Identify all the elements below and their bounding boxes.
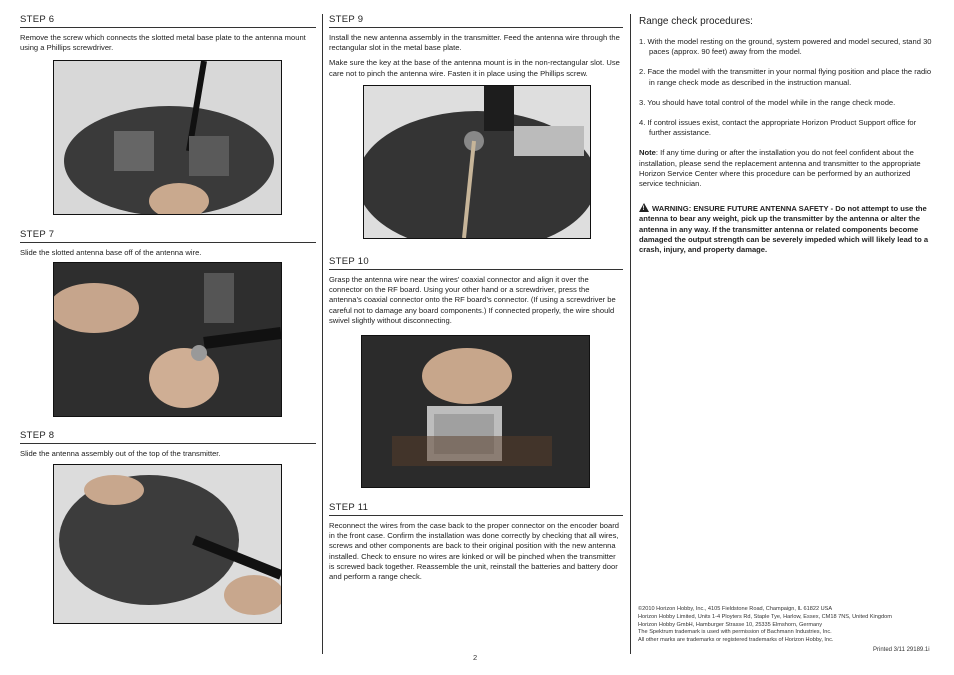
printed-code: Printed 3/11 29189.1i [873, 647, 930, 653]
footer-line: The Spektrum trademark is used with permission of Bachmann Industries, Inc. [638, 629, 832, 636]
range-check-title: Range check procedures: [639, 16, 753, 27]
column-divider-2 [630, 14, 631, 654]
footer-line: Horizon Hobby Limited, Units 1-4 Ployters Rd, Staple Tye, Harlow, Essex, CM18 7NS, United Kingdom [638, 613, 892, 620]
step-8 [20, 430, 316, 459]
step-6-photo [53, 60, 282, 215]
step-8-heading: STEP 8 [20, 430, 316, 444]
column-1 [20, 14, 316, 654]
step-8-text: Slide the antenna assembly out of the top of the transmitter. [20, 449, 221, 458]
step-10-heading: STEP 10 [329, 256, 623, 270]
range-item: 1. With the model resting on the ground, system powered and model secured, stand 30 paces (approx. 90 feet) away from the model. [639, 37, 932, 57]
step-7-heading: STEP 7 [20, 229, 316, 243]
warning-paragraph [639, 203, 935, 255]
step-11-heading: STEP 11 [329, 502, 623, 516]
warning-icon [639, 203, 649, 212]
step-9-text-2: Make sure the key at the base of the antenna mount is in the non-rectangular slot. Use care not to pinch the antenna wire. Fasten it in place using the Phillips screw. [329, 58, 620, 78]
column-3 [639, 14, 935, 654]
step-11 [329, 502, 623, 582]
page-number: 2 [473, 653, 478, 662]
step-10-text: Grasp the antenna wire near the wires’ coaxial connector and align it over the connector on the RF board. Using your other hand or a screwdriver, press the antenna’s coaxial connector onto the RF board’s connector. (If using a screwdriver be careful not to damage any board components.) If connected properly, the wire should swivel slightly without disconnecting. [329, 275, 616, 325]
step-7-photo [53, 262, 282, 417]
step-6 [20, 14, 316, 53]
warning-text: WARNING: ENSURE FUTURE ANTENNA SAFETY - Do not attempt to use the antenna to bear any weight, pick up the transmitter by the antenna or alter the antenna in any way. If the transmitter antenna or related components become damaged the output strength can be severely impeded which will likely lead to a crash, injury, and property damage. [639, 204, 929, 255]
footer-line: All other marks are trademarks or registered trademarks of Horizon Hobby, Inc. [638, 637, 834, 644]
step-10 [329, 256, 623, 326]
step-7-text: Slide the slotted antenna base off of the antenna wire. [20, 248, 202, 257]
footer-legal [638, 606, 938, 645]
range-item: 4. If control issues exist, contact the appropriate Horizon Product Support office for further assistance. [639, 118, 917, 138]
step-8-photo [53, 464, 282, 624]
footer-line: Horizon Hobby GmbH, Hamburger Strasse 10, 25335 Elmshorn, Germany [638, 621, 823, 628]
step-10-photo [361, 335, 590, 488]
range-item: 3. You should have total control of the model while in the range check mode. [639, 97, 896, 107]
step-9-heading: STEP 9 [329, 14, 623, 28]
column-divider-1 [322, 14, 323, 654]
note-text: : If any time during or after the installation you do not feel confident about the installation, please send the replacement antenna and transmitter to the appropriate Horizon Service Center where this procedure can be performed by an authorized service technician. [639, 148, 921, 189]
step-11-text: Reconnect the wires from the case back to the proper connector on the encoder board in the front case. Confirm the installation was done correctly by checking that all wires, screws and other components are back to their original position with the new antenna installed. Check to ensure no wires are kinked or will be pinched when the transmitter is screwed back together. Reassemble the unit, reinstall the batteries and battery door and perform a range check. [329, 521, 619, 582]
step-9-text: Install the new antenna assembly in the transmitter. Feed the antenna wire through the rectangular slot in the metal base plate. [329, 33, 620, 53]
step-6-text: Remove the screw which connects the slotted metal base plate to the antenna mount using a Phillips screwdriver. [20, 33, 306, 53]
note-paragraph [639, 148, 935, 189]
range-item: 2. Face the model with the transmitter in your normal flying position and place the radio in range check mode as described in the instruction manual. [639, 67, 932, 87]
step-7 [20, 229, 316, 258]
step-9-photo [363, 85, 591, 239]
note-label: Note [639, 148, 656, 158]
step-6-heading: STEP 6 [20, 14, 316, 28]
step-9 [329, 14, 623, 79]
footer-line: ©2010 Horizon Hobby, Inc., 4105 Fieldstone Road, Champaign, IL 61822 USA [638, 606, 833, 612]
column-2 [329, 14, 623, 654]
